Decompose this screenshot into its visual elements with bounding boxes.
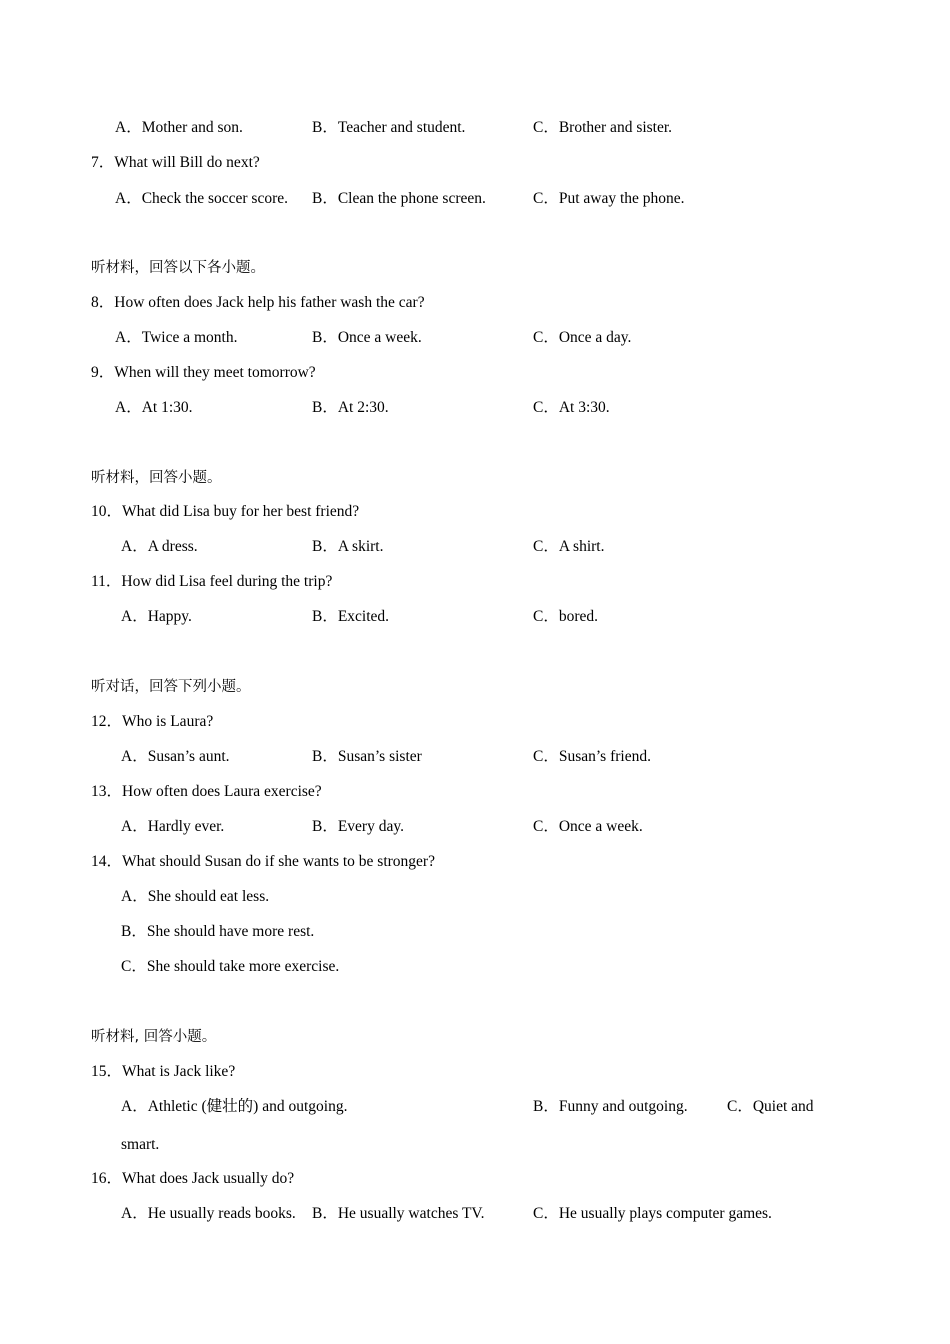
q6-option-b: B．Teacher and student.: [312, 119, 466, 136]
q16-question: 16．What does Jack usually do?: [91, 1170, 295, 1187]
q12-option-c: C．Susan’s friend.: [533, 748, 651, 765]
q6-option-c: C．Brother and sister.: [533, 119, 673, 136]
q7-question: 7．What will Bill do next?: [91, 154, 260, 171]
q11-question: 11．How did Lisa feel during the trip?: [91, 573, 333, 590]
q12-question: 12．Who is Laura?: [91, 713, 214, 730]
q9-option-b: B．At 2:30.: [312, 399, 389, 416]
q9-option-c: C．At 3:30.: [533, 399, 610, 416]
section-instruction-2: 听材料，回答小题。: [91, 470, 222, 486]
q9-option-a: A．At 1:30.: [115, 399, 193, 416]
q7-option-a: A．Check the soccer score.: [115, 190, 289, 207]
q8-option-a: A．Twice a month.: [115, 329, 238, 346]
q11-option-c: C．bored.: [533, 608, 599, 625]
q15-option-a: A．Athletic (健壮的) and outgoing.: [121, 1098, 348, 1115]
q6-option-a: A．Mother and son.: [115, 119, 243, 136]
q10-option-c: C．A shirt.: [533, 538, 605, 555]
q12-option-a: A．Susan’s aunt.: [121, 748, 230, 765]
q11-option-b: B．Excited.: [312, 608, 390, 625]
q14-question: 14．What should Susan do if she wants to be stronger?: [91, 853, 435, 870]
q16-option-c: C．He usually plays computer games.: [533, 1205, 772, 1222]
q10-option-a: A．A dress.: [121, 538, 198, 555]
q13-question: 13．How often does Laura exercise?: [91, 783, 322, 800]
section-instruction-4: 听材料, 回答小题。: [91, 1029, 217, 1045]
q15-option-c: C．Quiet and: [727, 1098, 814, 1115]
q14-option-a: A．She should eat less.: [121, 888, 270, 905]
q8-question: 8．How often does Jack help his father wash the car?: [91, 294, 425, 311]
q8-option-b: B．Once a week.: [312, 329, 422, 346]
q8-option-c: C．Once a day.: [533, 329, 632, 346]
q15-option-c-continued: smart.: [121, 1136, 160, 1153]
q16-option-a: A．He usually reads books.: [121, 1205, 296, 1222]
q11-option-a: A．Happy.: [121, 608, 192, 625]
q7-option-c: C．Put away the phone.: [533, 190, 685, 207]
section-instruction-1: 听材料，回答以下各小题。: [91, 260, 265, 276]
q7-option-b: B．Clean the phone screen.: [312, 190, 486, 207]
q15-question: 15．What is Jack like?: [91, 1063, 236, 1080]
q16-option-b: B．He usually watches TV.: [312, 1205, 485, 1222]
q13-option-b: B．Every day.: [312, 818, 404, 835]
q14-option-b: B．She should have more rest.: [121, 923, 315, 940]
q9-question: 9．When will they meet tomorrow?: [91, 364, 316, 381]
q10-question: 10．What did Lisa buy for her best friend?: [91, 503, 360, 520]
q10-option-b: B．A skirt.: [312, 538, 384, 555]
section-instruction-3: 听对话，回答下列小题。: [91, 679, 251, 695]
q13-option-c: C．Once a week.: [533, 818, 643, 835]
q12-option-b: B．Susan’s sister: [312, 748, 422, 765]
q14-option-c: C．She should take more exercise.: [121, 958, 340, 975]
q15-option-b: B．Funny and outgoing.: [533, 1098, 688, 1115]
q13-option-a: A．Hardly ever.: [121, 818, 225, 835]
